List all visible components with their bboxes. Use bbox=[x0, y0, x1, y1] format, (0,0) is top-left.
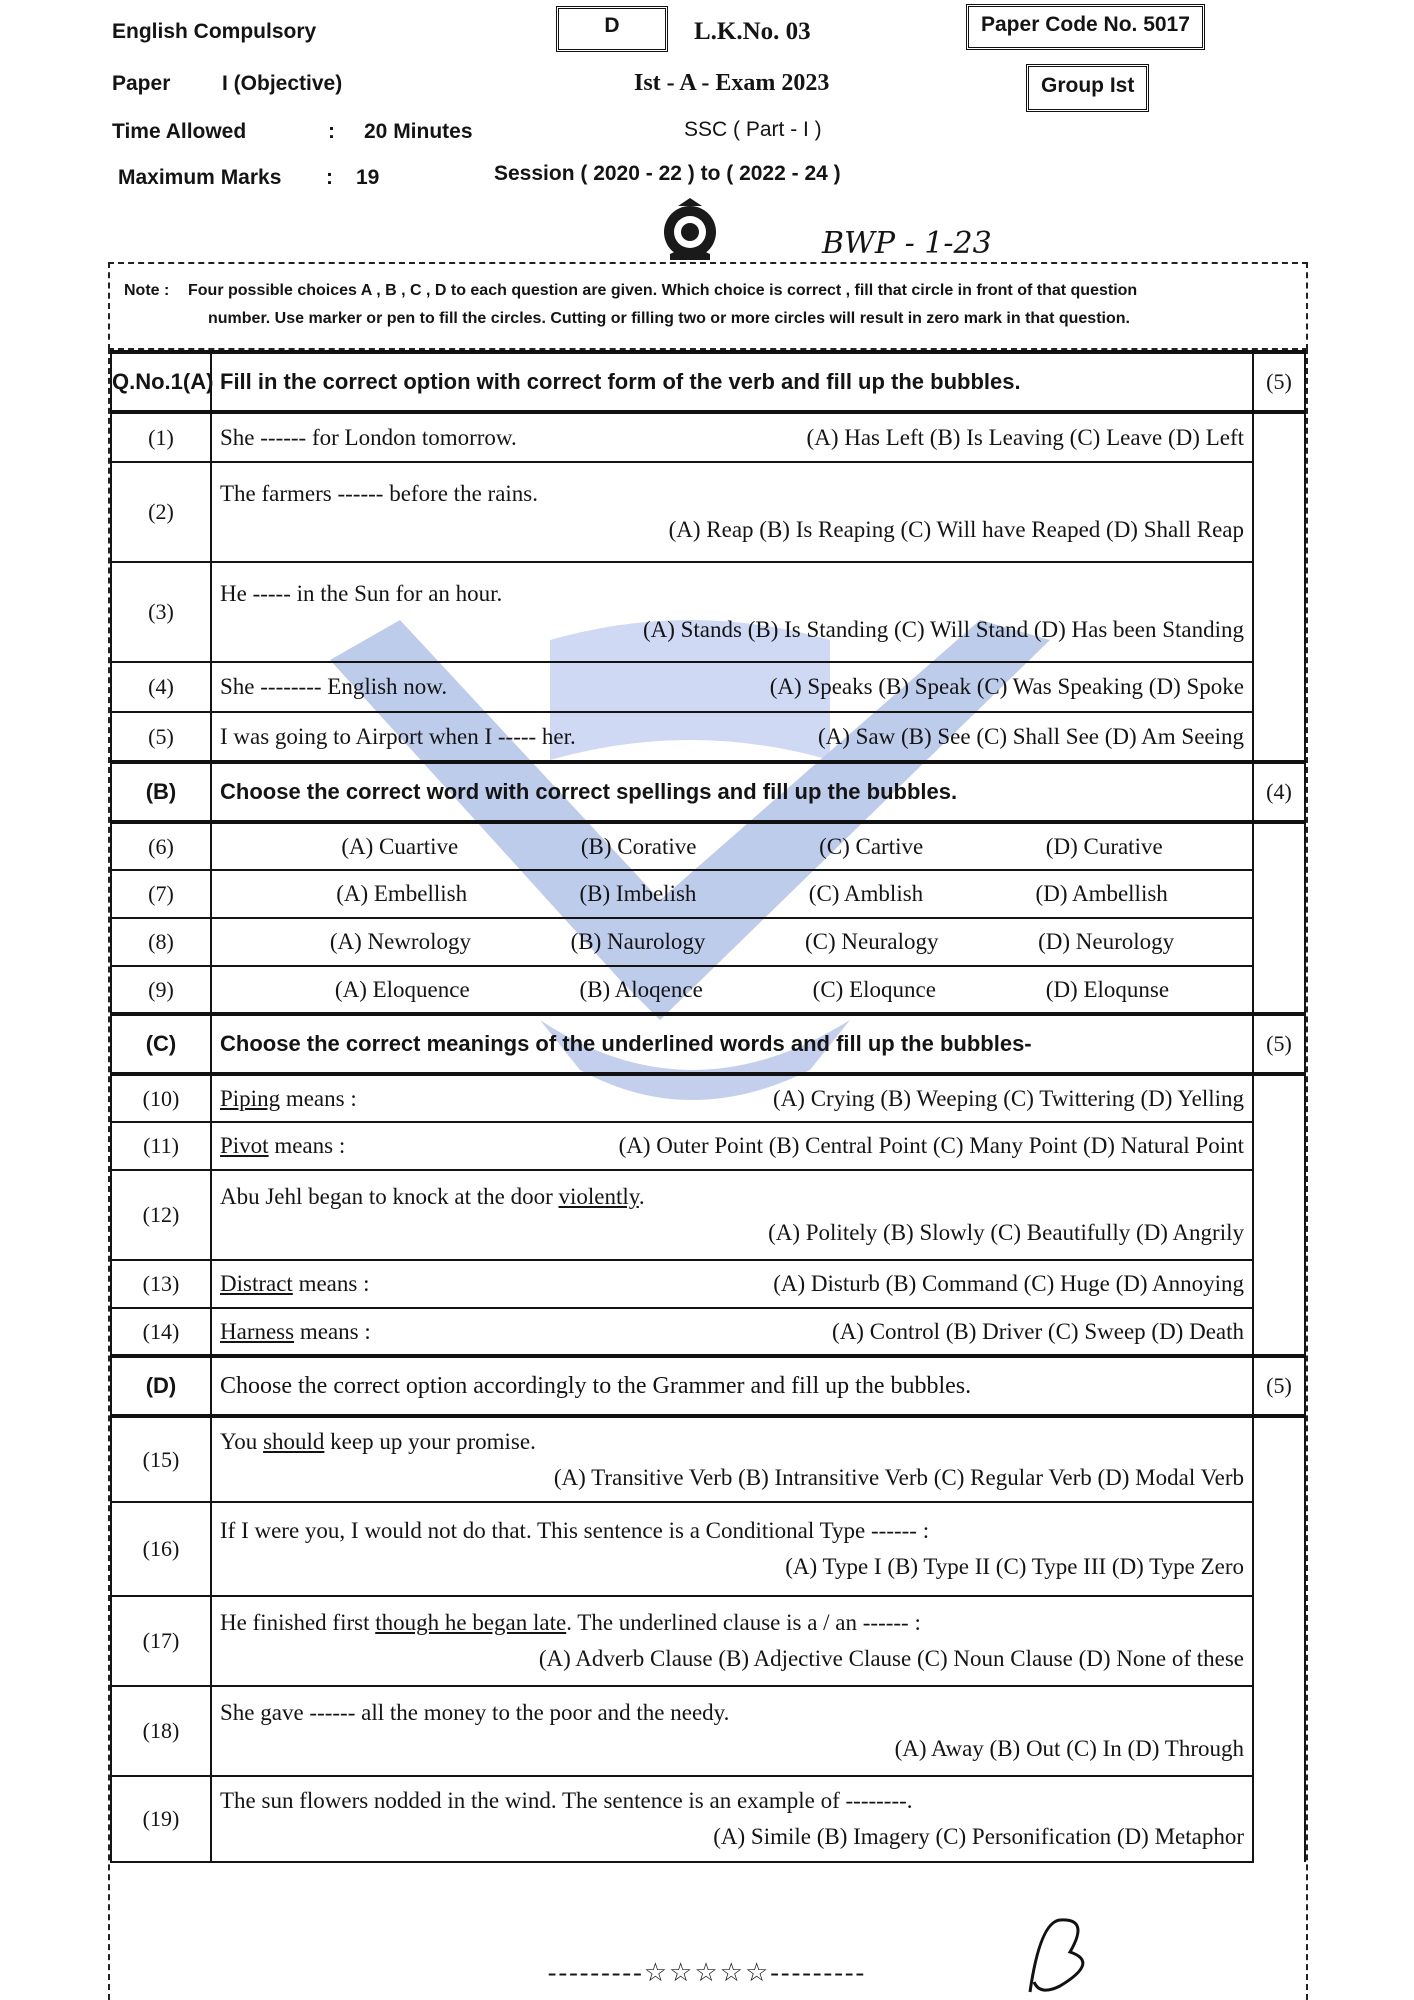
group-box bbox=[1026, 64, 1149, 112]
question-options: (A) Has Left (B) Is Leaving (C) Leave (D) Left bbox=[806, 424, 1244, 450]
section-number: (D) bbox=[111, 1356, 211, 1416]
marks-cell bbox=[1253, 1122, 1305, 1170]
marks-label: Maximum Marks bbox=[118, 166, 282, 189]
question-number: (9) bbox=[111, 966, 211, 1014]
underlined-word: should bbox=[263, 1428, 325, 1454]
section-title: Choose the correct word with correct spellings and fill up the bubbles. bbox=[211, 762, 1253, 822]
question-row bbox=[111, 822, 1305, 870]
marks-cell bbox=[1253, 1074, 1305, 1122]
question-number: (14) bbox=[111, 1308, 211, 1356]
question-stem: She -------- English now. bbox=[220, 674, 448, 699]
question-row bbox=[111, 1308, 1305, 1356]
option-d: (D) Ambellish bbox=[1035, 881, 1168, 906]
section-title: Choose the correct option accordingly to the Grammer and fill up the bubbles. bbox=[211, 1356, 1253, 1416]
question-options: (A) Away (B) Out (C) In (D) Through bbox=[894, 1736, 1244, 1761]
question-options: (A) Control (B) Driver (C) Sweep (D) Death bbox=[832, 1318, 1244, 1344]
signature-icon bbox=[1020, 1912, 1100, 1998]
question-options: (A) Speaks (B) Speak (C) Was Speaking (D) Spoke bbox=[769, 674, 1244, 699]
question-number: (5) bbox=[111, 712, 211, 762]
question-row bbox=[111, 966, 1305, 1014]
underlined-word: Harness bbox=[220, 1318, 295, 1344]
note-line-1: Four possible choices A , B , C , D to each question are given. Which choice is correct , fill that circle in front of that question bbox=[188, 282, 1138, 299]
question-stem-end: . The underlined clause is a / an ------ : bbox=[566, 1610, 921, 1635]
marks-cell bbox=[1253, 918, 1305, 966]
paper-code-box bbox=[966, 4, 1205, 50]
underlined-word: Distract bbox=[220, 1271, 293, 1296]
question-row bbox=[111, 1502, 1305, 1596]
question-number: (15) bbox=[111, 1416, 211, 1502]
question-row bbox=[111, 462, 1305, 562]
section-number: Q.No.1(A) bbox=[111, 352, 211, 412]
question-stem-end: keep up your promise. bbox=[324, 1428, 536, 1454]
marks-cell bbox=[1253, 1260, 1305, 1308]
question-stem: means : bbox=[280, 1085, 357, 1111]
paper-value: I (Objective) bbox=[222, 72, 343, 95]
paper-letter: D bbox=[604, 14, 620, 37]
question-number: (1) bbox=[111, 412, 211, 462]
question-number: (12) bbox=[111, 1170, 211, 1260]
question-row bbox=[111, 1170, 1305, 1260]
question-options: (A) Reap (B) Is Reaping (C) Will have Reaped (D) Shall Reap bbox=[668, 517, 1244, 542]
question-number: (10) bbox=[111, 1074, 211, 1122]
marks-cell bbox=[1253, 822, 1305, 870]
time-separator: : bbox=[328, 120, 335, 143]
question-number: (13) bbox=[111, 1260, 211, 1308]
option-a: (A) Cuartive bbox=[341, 833, 459, 859]
question-options: (A) Transitive Verb (B) Intransitive Verb (C) Regular Verb (D) Modal Verb bbox=[553, 1464, 1244, 1490]
question-number: (7) bbox=[111, 870, 211, 918]
option-b: (B) Corative bbox=[580, 833, 697, 859]
time-value: 20 Minutes bbox=[364, 120, 473, 143]
question-stem: means : bbox=[292, 1271, 370, 1296]
section-marks: (4) bbox=[1253, 762, 1305, 822]
paper-code: Paper Code No. 5017 bbox=[981, 13, 1190, 36]
question-stem: She ------ for London tomorrow. bbox=[220, 424, 517, 450]
question-number: (4) bbox=[111, 662, 211, 712]
marks-cell bbox=[1253, 462, 1305, 562]
question-stem: He ----- in the Sun for an hour. bbox=[220, 581, 503, 606]
marks-cell bbox=[1253, 870, 1305, 918]
option-a: (A) Newrology bbox=[329, 929, 471, 954]
section-marks: (5) bbox=[1253, 1014, 1305, 1074]
question-row bbox=[111, 1260, 1305, 1308]
question-number: (11) bbox=[111, 1122, 211, 1170]
question-stem: If I were you, I would not do that. This sentence is a Conditional Type ------ : bbox=[220, 1518, 930, 1543]
question-options: (A) Adverb Clause (B) Adjective Clause (C) Noun Clause (D) None of these bbox=[538, 1646, 1244, 1671]
section-marks: (5) bbox=[1253, 1356, 1305, 1416]
question-row bbox=[111, 1596, 1305, 1686]
section-marks: (5) bbox=[1253, 352, 1305, 412]
question-options: (A) Simile (B) Imagery (C) Personification (D) Metaphor bbox=[713, 1824, 1244, 1849]
question-stem-end: . bbox=[638, 1184, 645, 1209]
subject-title: English Compulsory bbox=[112, 20, 317, 43]
question-options: (A) Saw (B) See (C) Shall See (D) Am Seeing bbox=[817, 723, 1244, 749]
marks-value: 19 bbox=[356, 166, 380, 189]
marks-cell bbox=[1253, 1596, 1305, 1686]
option-d: (D) Curative bbox=[1045, 833, 1163, 859]
option-b: (B) Naurology bbox=[570, 929, 706, 954]
session: Session ( 2020 - 22 ) to ( 2022 - 24 ) bbox=[494, 162, 841, 185]
question-stem: means : bbox=[268, 1133, 346, 1158]
lk-number: L.K.No. 03 bbox=[694, 18, 811, 45]
question-options: (A) Disturb (B) Command (C) Huge (D) Annoying bbox=[773, 1271, 1244, 1296]
question-number: (6) bbox=[111, 822, 211, 870]
question-stem: He finished first bbox=[220, 1610, 376, 1635]
section-title: Choose the correct meanings of the underlined words and fill up the bubbles- bbox=[211, 1014, 1253, 1074]
board-emblem-icon bbox=[660, 196, 720, 262]
question-stem: She gave ------ all the money to the poor and the needy. bbox=[220, 1700, 730, 1725]
paper-label: Paper bbox=[112, 72, 171, 95]
question-number: (16) bbox=[111, 1502, 211, 1596]
option-c: (C) Amblish bbox=[808, 881, 924, 906]
marks-cell bbox=[1253, 662, 1305, 712]
paper-letter-box bbox=[556, 6, 668, 52]
question-stem: Abu Jehl began to knock at the door bbox=[220, 1184, 559, 1209]
option-b: (B) Aloqence bbox=[579, 976, 703, 1002]
question-options: (A) Stands (B) Is Standing (C) Will Stand (D) Has been Standing bbox=[642, 617, 1244, 642]
section-title: Fill in the correct option with correct form of the verb and fill up the bubbles. bbox=[211, 352, 1253, 412]
marks-cell bbox=[1253, 1308, 1305, 1356]
question-options: (A) Politely (B) Slowly (C) Beautifully (D) Angrily bbox=[768, 1220, 1244, 1245]
group-label: Group Ist bbox=[1041, 74, 1135, 97]
question-number: (19) bbox=[111, 1776, 211, 1862]
instructions-note bbox=[108, 262, 1308, 350]
question-row bbox=[111, 1776, 1305, 1862]
marks-separator: : bbox=[326, 166, 333, 189]
marks-cell bbox=[1253, 412, 1305, 462]
question-stem: I was going to Airport when I ----- her. bbox=[220, 723, 576, 749]
option-a: (A) Embellish bbox=[336, 881, 468, 906]
marks-cell bbox=[1253, 1170, 1305, 1260]
question-row bbox=[111, 870, 1305, 918]
question-row bbox=[111, 562, 1305, 662]
marks-cell bbox=[1253, 1502, 1305, 1596]
question-row bbox=[111, 712, 1305, 762]
footer-stars: ---------☆☆☆☆☆--------- bbox=[547, 1958, 867, 1987]
question-table bbox=[110, 350, 1306, 1863]
question-options: (A) Type I (B) Type II (C) Type III (D) Type Zero bbox=[785, 1554, 1244, 1579]
section-a-header bbox=[111, 352, 1305, 412]
option-c: (C) Neuralogy bbox=[805, 929, 939, 954]
section-number: (B) bbox=[111, 762, 211, 822]
option-c: (C) Cartive bbox=[819, 833, 924, 859]
question-number: (3) bbox=[111, 562, 211, 662]
question-stem: means : bbox=[294, 1318, 371, 1344]
question-row bbox=[111, 412, 1305, 462]
option-a: (A) Eloquence bbox=[334, 976, 470, 1002]
question-stem: You bbox=[220, 1428, 264, 1454]
question-row bbox=[111, 662, 1305, 712]
exam-level: SSC ( Part - I ) bbox=[684, 118, 822, 141]
question-stem: The farmers ------ before the rains. bbox=[220, 481, 538, 506]
marks-cell bbox=[1253, 1416, 1305, 1502]
time-label: Time Allowed bbox=[112, 120, 247, 143]
section-b-header bbox=[111, 762, 1305, 822]
question-number: (17) bbox=[111, 1596, 211, 1686]
underlined-word: violently bbox=[558, 1184, 639, 1209]
question-options: (A) Crying (B) Weeping (C) Twittering (D) Yelling bbox=[773, 1085, 1244, 1111]
section-number: (C) bbox=[111, 1014, 211, 1074]
option-d: (D) Neurology bbox=[1038, 929, 1175, 954]
note-line-2: number. Use marker or pen to fill the circles. Cutting or filling two or more circles will result in zero mark in that question. bbox=[208, 310, 1130, 327]
section-d-header bbox=[111, 1356, 1305, 1416]
exam-title: Ist - A - Exam 2023 bbox=[634, 70, 830, 96]
marks-cell bbox=[1253, 562, 1305, 662]
question-row bbox=[111, 918, 1305, 966]
note-label: Note : bbox=[124, 282, 170, 299]
marks-cell bbox=[1253, 712, 1305, 762]
marks-cell bbox=[1253, 966, 1305, 1014]
underlined-word: Pivot bbox=[220, 1133, 269, 1158]
handwritten-code: BWP - 1-23 bbox=[822, 226, 992, 261]
question-number: (8) bbox=[111, 918, 211, 966]
marks-cell bbox=[1253, 1686, 1305, 1776]
underlined-clause: though he began late bbox=[375, 1610, 567, 1635]
section-c-header bbox=[111, 1014, 1305, 1074]
underlined-word: Piping bbox=[220, 1085, 281, 1111]
question-row bbox=[111, 1074, 1305, 1122]
question-stem: The sun flowers nodded in the wind. The sentence is an example of --------. bbox=[220, 1788, 913, 1813]
question-row bbox=[111, 1122, 1305, 1170]
marks-cell bbox=[1253, 1776, 1305, 1862]
question-number: (18) bbox=[111, 1686, 211, 1776]
option-c: (C) Eloqunce bbox=[812, 976, 936, 1002]
option-b: (B) Imbelish bbox=[579, 881, 697, 906]
question-number: (2) bbox=[111, 462, 211, 562]
question-options: (A) Outer Point (B) Central Point (C) Many Point (D) Natural Point bbox=[618, 1133, 1244, 1158]
option-d: (D) Eloqunse bbox=[1045, 976, 1170, 1002]
question-row bbox=[111, 1686, 1305, 1776]
question-row bbox=[111, 1416, 1305, 1502]
